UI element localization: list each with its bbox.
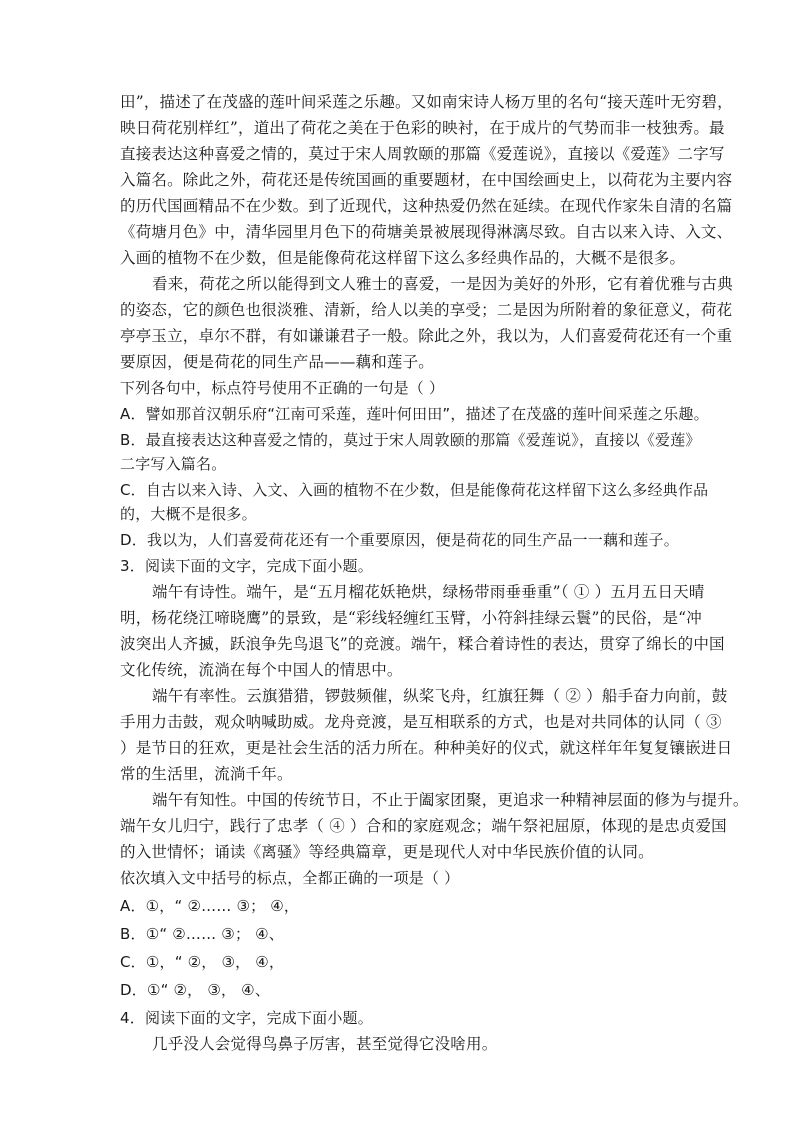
- question-stem: 下列各句中，标点符号使用不正确的一句是（ ）: [120, 379, 445, 397]
- passage-line: 田”，描述了在茂盛的莲叶间采莲之乐趣。又如南宋诗人杨万里的名句“接天莲叶无穷碧，: [120, 93, 733, 111]
- question-heading-3: 3．阅读下面的文字，完成下面小题。: [120, 557, 373, 575]
- passage-line: 手用力击鼓，观众呐喊助威。龙舟竞渡，是互相联系的方式，也是对共同体的认同（ ③: [120, 713, 722, 731]
- option-a[interactable]: A．①，“ ②…… ③； ④，: [120, 897, 300, 915]
- option-c[interactable]: C．①，“ ②， ③， ④，: [120, 953, 285, 971]
- passage-line: 波突出人齐揻，跃浪争先鸟退飞”的竞渡。端午，糅合着诗性的表达，贯穿了绵长的中国: [120, 635, 725, 653]
- passage-line: 映日荷花别样红”，道出了荷花之美在于色彩的映衬，在于成片的气势而非一枝独秀。最: [120, 119, 725, 137]
- passage-line: 入画的植物不在少数，但是能像荷花这样留下这么多经典作品的，大概不是很多。: [120, 249, 686, 267]
- passage-line: 看来，荷花之所以能得到文人雅士的喜爱，一是因为美好的外形，它有着优雅与古典: [152, 275, 733, 293]
- option-b[interactable]: B．最直接表达这种喜爱之情的，莫过于宋人周敦颐的那篇《爱莲说》，直接以《爱莲》: [120, 431, 701, 449]
- option-b[interactable]: B．①“ ②…… ③； ④、: [120, 925, 284, 943]
- passage-line: 端午有诗性。端午，是“五月榴花妖艳烘，绿杨带雨垂垂重”（ ① ）五月五日天晴: [152, 583, 705, 601]
- passage-line: 文化传统，流淌在每个中国人的情思中。: [120, 661, 403, 679]
- passage-line: 直接表达这种喜爱之情的，莫过于宋人周敦颐的那篇《爱莲说》，直接以《爱莲》二字写: [120, 145, 725, 163]
- question-heading-4: 4．阅读下面的文字，完成下面小题。: [120, 1009, 373, 1027]
- passage-line: 的入世情怀；诵读《离骚》等经典篇章，更是现代人对中华民族价值的认同。: [120, 843, 654, 861]
- option-d[interactable]: D．我以为，人们喜爱荷花还有一个重要原因，便是荷花的同生产品一一藕和莲子。: [120, 531, 679, 549]
- question-stem: 依次填入文中括号的标点，全都正确的一项是（ ）: [120, 869, 460, 887]
- passage-line: 亭亭玉立，卓尔不群，有如谦谦君子一般。除此之外，我以为，人们喜爱荷花还有一个重: [120, 327, 733, 345]
- passage-line: 要原因，便是荷花的同生产品——藕和莲子。: [120, 353, 435, 371]
- passage-line: 《荷塘月色》中，清华园里月色下的荷塘美景被展现得淋漓尽致。自古以来入诗、入文、: [120, 223, 733, 241]
- passage-line: 的姿态，它的颜色也很淡雅、清新，给人以美的享受；二是因为所附着的象征意义，荷花: [120, 301, 733, 319]
- passage-line: ）是节日的狂欢，更是社会生活的活力所在。种种美好的仪式，就这样年年复复镶嵌进日: [120, 739, 733, 757]
- passage-line: 端午女儿归宁，践行了忠孝（ ④ ）合和的家庭观念；端午祭祀屈原，体现的是忠贞爱国: [120, 817, 727, 835]
- option-b-cont: 二字写入篇名。: [120, 455, 227, 473]
- option-c-cont: 的，大概不是很多。: [120, 505, 257, 523]
- passage-line: 几乎没人会觉得鸟鼻子厉害，甚至觉得它没啥用。: [152, 1035, 498, 1053]
- passage-line: 明，杨花绕江啼晓鹰”的景致，是“彩线轻缠红玉臂，小符斜挂绿云鬟”的民俗，是“冲: [120, 609, 702, 627]
- passage-line: 常的生活里，流淌千年。: [120, 765, 293, 783]
- option-c[interactable]: C．自古以来入诗、入文、入画的植物不在少数，但是能像荷花这样留下这么多经典作品: [120, 481, 709, 499]
- passage-line: 端午有率性。云旗猎猎，锣鼓频催，纵桨飞舟，红旗狂舞（ ② ）船手奋力向前，鼓: [152, 687, 728, 705]
- passage-line: 端午有知性。中国的传统节日，不止于阖家团聚，更追求一种精神层面的修为与提升。: [152, 791, 749, 809]
- option-a[interactable]: A．譬如那首汉朝乐府“江南可采莲，莲叶何田田”，描述了在茂盛的莲叶间采莲之乐趣。: [120, 405, 709, 423]
- passage-line: 的历代国画精品不在少数。到了近现代，这种热爱仍然在延续。在现代作家朱自清的名篇: [120, 197, 733, 215]
- option-d[interactable]: D．①“ ②， ③， ④、: [120, 981, 271, 999]
- passage-line: 入篇名。除此之外，荷花还是传统国画的重要题材，在中国绘画史上，以荷花为主要内容: [120, 171, 733, 189]
